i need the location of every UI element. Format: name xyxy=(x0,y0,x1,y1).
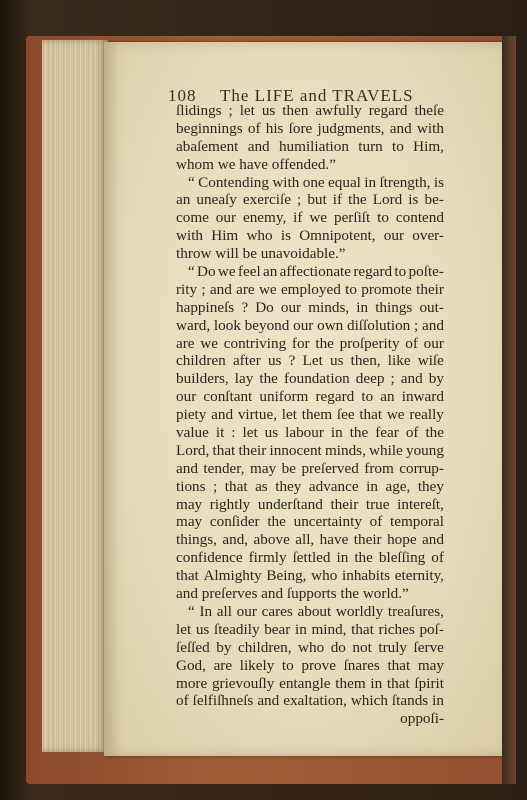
word: do xyxy=(330,638,346,656)
word: of xyxy=(176,692,189,710)
running-title: The LIFE and TRAVELS xyxy=(220,86,414,105)
word: have xyxy=(319,531,349,549)
word: cares xyxy=(261,602,293,620)
word: all, xyxy=(295,531,315,549)
word: humiliation xyxy=(278,137,349,155)
word: after xyxy=(232,352,261,370)
word: conſtant xyxy=(203,388,253,406)
word: their xyxy=(238,441,267,459)
word: who xyxy=(246,227,273,245)
word: we xyxy=(309,209,328,227)
word: prove xyxy=(301,656,336,674)
word: about xyxy=(297,602,332,620)
word: of xyxy=(405,424,419,442)
word: awfully xyxy=(315,102,362,119)
word: our xyxy=(215,209,237,227)
text-line xyxy=(176,657,444,675)
word: deep xyxy=(355,370,385,388)
text-line xyxy=(176,567,444,585)
word: ; xyxy=(213,477,218,495)
word: uncertainty xyxy=(293,513,362,531)
word: to xyxy=(392,137,404,155)
word: their xyxy=(416,280,444,298)
word: ſtrength, xyxy=(379,173,431,191)
word: fear xyxy=(375,424,399,442)
word: all xyxy=(216,602,232,620)
word: the xyxy=(267,513,286,531)
word: ? xyxy=(288,352,296,370)
word: the xyxy=(315,334,334,352)
word: beginnings xyxy=(176,119,243,137)
word: they xyxy=(417,477,444,495)
word: foundation xyxy=(283,370,350,388)
word: that xyxy=(351,620,374,638)
text-line xyxy=(176,156,444,174)
word: and xyxy=(176,459,198,477)
word: bear xyxy=(264,620,291,638)
word: ſpirit xyxy=(414,674,444,692)
text-line xyxy=(176,496,444,514)
word: diſſolution xyxy=(346,316,411,334)
word: tender, xyxy=(203,459,245,477)
word: wiſe xyxy=(417,352,444,370)
word: we xyxy=(258,280,277,298)
word: that xyxy=(212,441,236,459)
word: corrup- xyxy=(399,459,444,477)
word: ſlidings xyxy=(176,102,222,119)
word: may xyxy=(176,513,203,531)
word: beyond xyxy=(244,316,290,334)
word: rity xyxy=(176,280,198,298)
word: from xyxy=(364,459,394,477)
word: virtue, xyxy=(237,406,278,424)
word: ſelfiſhneſs xyxy=(192,692,254,710)
word: of xyxy=(247,119,261,137)
word: one xyxy=(302,173,325,191)
word: it xyxy=(215,424,225,442)
word: Being, xyxy=(266,567,307,585)
word: if xyxy=(293,209,303,227)
word: : xyxy=(231,424,236,442)
word: ; xyxy=(201,280,206,298)
word: Do xyxy=(197,263,216,281)
word: to xyxy=(345,280,357,298)
word: preſerved xyxy=(301,459,359,477)
word: are xyxy=(236,280,255,298)
word: Lord, xyxy=(176,441,210,459)
text-line xyxy=(176,352,444,370)
word: and, xyxy=(222,531,249,549)
word: who xyxy=(298,638,325,656)
word: let xyxy=(239,102,255,119)
text-line xyxy=(176,710,444,728)
word: piety xyxy=(176,406,207,424)
word: truly xyxy=(378,638,408,656)
word: value xyxy=(176,424,209,442)
text-line xyxy=(176,191,444,209)
word: age, xyxy=(385,477,411,495)
word: out- xyxy=(419,298,444,316)
word: treaſures, xyxy=(387,602,444,620)
word: for xyxy=(291,334,310,352)
word: things, xyxy=(176,531,217,549)
word: Lord xyxy=(372,191,403,209)
word: poſte- xyxy=(408,263,444,281)
word: their xyxy=(353,531,382,549)
word: our xyxy=(383,227,405,245)
body-text xyxy=(176,102,444,728)
word: and xyxy=(211,406,234,424)
word: equal xyxy=(328,173,361,191)
word: our xyxy=(176,388,197,406)
word: Him xyxy=(211,227,239,245)
text-line xyxy=(176,585,444,603)
word: over- xyxy=(412,227,444,245)
word: grievouſly xyxy=(211,674,275,692)
text-line xyxy=(176,460,444,478)
word: Almighty xyxy=(203,567,262,585)
text-line xyxy=(176,406,444,424)
word: uneaſy xyxy=(196,191,237,209)
word: ſee xyxy=(336,406,355,424)
word: “ xyxy=(188,263,195,281)
word: Do xyxy=(255,298,274,316)
word: temporal xyxy=(389,513,444,531)
word: and xyxy=(247,137,270,155)
word: them xyxy=(335,674,366,692)
word: regard xyxy=(315,388,355,406)
word: own xyxy=(317,316,344,334)
word: Let xyxy=(302,352,323,370)
word: more xyxy=(176,674,208,692)
word: an xyxy=(176,191,191,209)
word: that xyxy=(224,477,248,495)
word: ; xyxy=(390,370,395,388)
word: entangle xyxy=(279,674,331,692)
word: ſettled xyxy=(292,549,331,567)
word: really xyxy=(409,406,444,424)
text-line xyxy=(176,388,444,406)
word: and xyxy=(209,280,232,298)
text-line xyxy=(176,639,444,657)
word: and xyxy=(422,531,444,549)
word: let xyxy=(281,406,297,424)
text-line xyxy=(176,549,444,567)
word: in xyxy=(336,549,349,567)
text-line xyxy=(176,335,444,353)
word: to xyxy=(394,263,407,281)
word: to xyxy=(281,656,294,674)
word: in xyxy=(366,477,378,495)
word: of xyxy=(431,549,444,567)
word: to xyxy=(361,388,374,406)
word: and xyxy=(400,370,423,388)
word: the xyxy=(354,549,373,567)
text-line xyxy=(176,370,444,388)
line-text: and preſerves and ſupports the world.” xyxy=(176,585,409,603)
word: mind, xyxy=(311,620,347,638)
word: ; xyxy=(414,316,419,334)
word: let xyxy=(176,620,192,638)
word: come xyxy=(176,209,209,227)
word: we xyxy=(217,263,236,281)
word: our xyxy=(280,298,302,316)
word: ; xyxy=(228,102,233,119)
text-line xyxy=(176,692,444,710)
word: that xyxy=(386,674,410,692)
text-line xyxy=(176,120,444,138)
word: in xyxy=(294,620,307,638)
word: exerciſe xyxy=(242,191,291,209)
word: intereſt, xyxy=(397,495,444,513)
word: in xyxy=(364,173,377,191)
word: them xyxy=(301,406,333,424)
word: theſe xyxy=(414,102,444,119)
word: look xyxy=(213,316,241,334)
word: us xyxy=(329,352,344,370)
word: ſtands xyxy=(391,692,429,710)
word: not xyxy=(352,638,372,656)
text-line xyxy=(176,478,444,496)
word: we xyxy=(386,406,405,424)
word: children xyxy=(176,352,226,370)
word: bleſſing xyxy=(378,549,426,567)
book-spine-edge xyxy=(502,36,516,784)
word: and xyxy=(421,316,444,334)
word: may xyxy=(176,495,203,513)
word: children, xyxy=(237,638,292,656)
word: by xyxy=(428,370,444,388)
word: innocent xyxy=(269,441,322,459)
word: labour xyxy=(285,424,324,442)
text-line xyxy=(176,424,444,442)
text-line xyxy=(176,138,444,156)
text-line xyxy=(176,442,444,460)
word: advance xyxy=(308,477,359,495)
word: enemy, xyxy=(242,209,287,227)
word: affectionate xyxy=(279,263,352,281)
text-line xyxy=(176,675,444,693)
word: are xyxy=(176,334,195,352)
word: turn xyxy=(358,137,383,155)
text-line xyxy=(176,209,444,227)
word: proſperity xyxy=(339,334,400,352)
word: perſiſt xyxy=(333,209,371,227)
text-line xyxy=(176,263,444,281)
word: in xyxy=(356,298,369,316)
word: lay xyxy=(234,370,254,388)
word: and xyxy=(257,692,280,710)
word: and xyxy=(389,119,412,137)
word: confidence xyxy=(176,549,243,567)
word: if xyxy=(332,191,343,209)
word: riches xyxy=(378,620,415,638)
word: us xyxy=(267,352,282,370)
word: promote xyxy=(361,280,412,298)
word: an xyxy=(380,388,395,406)
word: the xyxy=(348,191,367,209)
word: builders, xyxy=(176,370,229,388)
word: our xyxy=(236,602,257,620)
word: like xyxy=(387,352,411,370)
word: be- xyxy=(424,191,444,209)
text-line xyxy=(176,102,444,120)
word: let xyxy=(242,424,258,442)
word: we xyxy=(200,334,218,352)
word: us xyxy=(264,424,279,442)
word: while xyxy=(369,441,403,459)
word: God, xyxy=(176,656,206,674)
word: ſnares xyxy=(343,656,380,674)
word: with xyxy=(176,227,204,245)
text-line xyxy=(176,281,444,299)
word: contend xyxy=(395,209,444,227)
word: the xyxy=(349,424,369,442)
word: likely xyxy=(239,656,275,674)
word: regard xyxy=(353,263,393,281)
word: with xyxy=(272,173,300,191)
word: ? xyxy=(241,298,249,316)
text-line xyxy=(176,621,444,639)
page-number: 108 xyxy=(168,86,197,105)
word: judgments, xyxy=(317,119,385,137)
word: with xyxy=(416,119,444,137)
word: minds, xyxy=(308,298,350,316)
word: but xyxy=(307,191,327,209)
text-line xyxy=(176,513,444,531)
word: ſeſſed xyxy=(176,638,210,656)
word: in xyxy=(370,674,383,692)
text-line xyxy=(176,174,444,192)
word: then, xyxy=(350,352,381,370)
word: regard xyxy=(368,102,408,119)
word: inhabits xyxy=(342,567,391,585)
word: then xyxy=(282,102,309,119)
word: above xyxy=(253,531,290,549)
text-line xyxy=(176,317,444,335)
word: eternity, xyxy=(394,567,444,585)
word: our xyxy=(423,334,444,352)
line-text: whom we have offended.” xyxy=(176,155,336,173)
word: an xyxy=(262,263,278,281)
word: abaſement xyxy=(176,137,239,155)
word: is xyxy=(280,227,291,245)
word: may xyxy=(417,656,444,674)
word: who xyxy=(311,567,338,585)
word: inward xyxy=(401,388,444,406)
word: that xyxy=(176,567,199,585)
word: our xyxy=(293,316,314,334)
word: worldly xyxy=(335,602,384,620)
word: his xyxy=(265,119,284,137)
word: they xyxy=(275,477,302,495)
word: us xyxy=(195,620,210,638)
word: ; xyxy=(297,191,302,209)
text-line xyxy=(176,603,444,621)
word: ſerve xyxy=(413,638,444,656)
word: that xyxy=(359,406,383,424)
line-text: oppoſi- xyxy=(400,710,444,728)
word: are xyxy=(213,656,233,674)
word: underſtand xyxy=(257,495,323,513)
word: which xyxy=(350,692,388,710)
page-edges xyxy=(42,40,108,752)
word: is xyxy=(408,191,419,209)
word: ward, xyxy=(176,316,211,334)
word: their xyxy=(330,495,359,513)
word: things xyxy=(375,298,413,316)
word: of xyxy=(369,513,383,531)
word: in xyxy=(330,424,343,442)
word: by xyxy=(216,638,232,656)
word: poſ- xyxy=(419,620,444,638)
word: ſore xyxy=(288,119,313,137)
word: feel xyxy=(237,263,261,281)
word: exaltation, xyxy=(283,692,347,710)
word: uniform xyxy=(259,388,309,406)
word: Contending xyxy=(198,173,269,191)
word: contriving xyxy=(223,334,287,352)
word: us xyxy=(261,102,276,119)
word: be xyxy=(281,459,296,477)
text-line xyxy=(176,531,444,549)
word: of xyxy=(405,334,418,352)
word: minds, xyxy=(324,441,366,459)
word: the xyxy=(425,424,444,442)
word: “ xyxy=(188,602,195,620)
word: employed xyxy=(280,280,341,298)
word: hope xyxy=(387,531,417,549)
word: tions xyxy=(176,477,206,495)
line-text: throw will be unavoidable.” xyxy=(176,245,346,263)
word: in xyxy=(432,692,444,710)
word: ſteadily xyxy=(213,620,260,638)
text-line xyxy=(176,227,444,245)
text-line xyxy=(176,299,444,317)
word: that xyxy=(387,656,411,674)
word: may xyxy=(250,459,277,477)
word: firmly xyxy=(248,549,287,567)
word: as xyxy=(255,477,268,495)
word: “ xyxy=(188,173,195,191)
text-line xyxy=(176,245,444,263)
word: In xyxy=(199,602,213,620)
word: Him, xyxy=(413,137,444,155)
word: true xyxy=(365,495,390,513)
word: is xyxy=(433,173,444,191)
word: the xyxy=(259,370,278,388)
word: young xyxy=(405,441,444,459)
word: happineſs xyxy=(176,298,235,316)
word: Omnipotent, xyxy=(299,227,376,245)
word: conſider xyxy=(209,513,260,531)
word: to xyxy=(377,209,389,227)
word: rightly xyxy=(209,495,251,513)
